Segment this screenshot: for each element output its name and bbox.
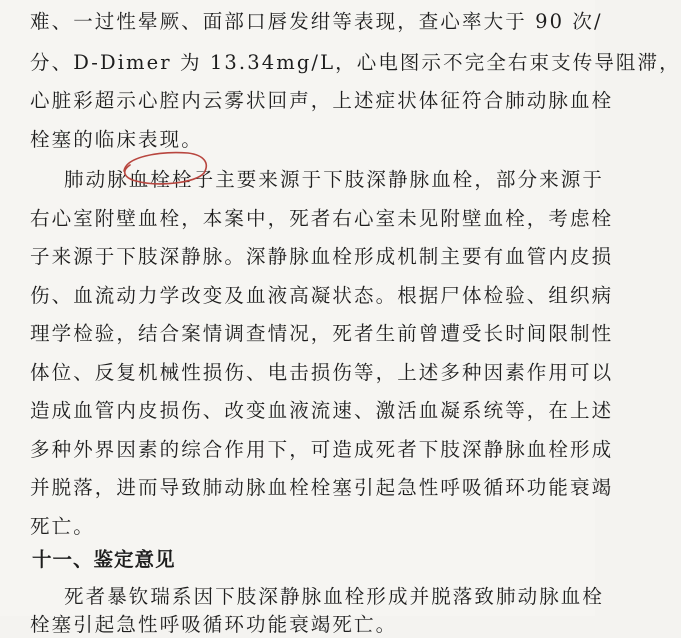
conclusion-first-line: 死者暴钦瑞系因下肢深静脉血栓形成并脱落致肺动脉血栓 bbox=[64, 585, 605, 608]
text-line: 体位、反复机械性损伤、电击损伤等，上述多种因素作用可以 bbox=[30, 361, 614, 384]
text-line: 栓塞的临床表现。 bbox=[30, 128, 203, 151]
text-line: 分、D-Dimer 为 13.34mg/L，心电图示不完全右束支传导阻滞， bbox=[30, 51, 681, 74]
text-line: 并脱落，进而导致肺动脉血栓栓塞引起急性呼吸循环功能衰竭 bbox=[30, 476, 614, 499]
conclusion-line: 栓塞引起急性呼吸循环功能衰竭死亡。 bbox=[30, 613, 398, 636]
text-line: 伤、血流动力学改变及血液高凝状态。根据尸体检验、组织病 bbox=[30, 284, 614, 307]
text-line: 难、一过性晕厥、面部口唇发绀等表现，查心率大于 90 次/ bbox=[30, 10, 603, 33]
text-line: 子来源于下肢深静脉。深静脉血栓形成机制主要有血管内皮损 bbox=[30, 245, 614, 268]
section-heading: 十一、鉴定意见 bbox=[32, 548, 176, 571]
text-line: 多种外界因素的综合作用下，可造成死者下肢深静脉血栓形成 bbox=[30, 438, 614, 461]
paragraph-first-line: 肺动脉血栓栓子主要来源于下肢深静脉血栓，部分来源于 bbox=[64, 168, 605, 191]
text-line: 死亡。 bbox=[30, 515, 95, 538]
text-line: 心脏彩超示心腔内云雾状回声，上述症状体征符合肺动脉血栓 bbox=[30, 89, 614, 112]
text-line: 理学检验，结合案情调查情况，死者生前曾遭受长时间限制性 bbox=[30, 322, 614, 345]
text-line: 造成血管内皮损伤、改变血液流速、激活血凝系统等，在上述 bbox=[30, 399, 614, 422]
text-line: 右心室附壁血栓，本案中，死者右心室未见附壁血栓，考虑栓 bbox=[30, 207, 614, 230]
